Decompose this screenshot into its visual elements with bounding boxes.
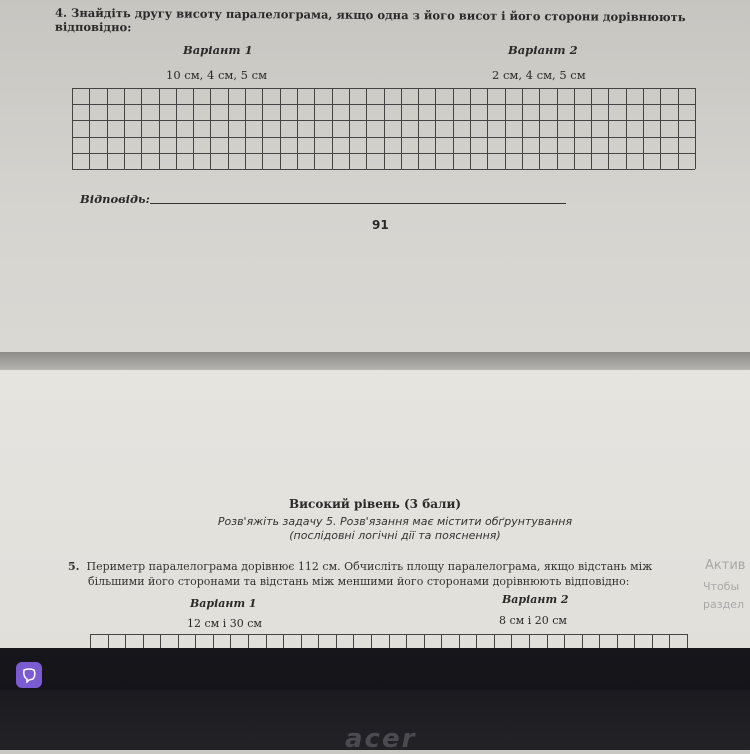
- viber-icon[interactable]: [16, 662, 42, 688]
- level-title: Високий рівень (3 бали): [288, 497, 462, 511]
- task-4-text: 4. Знайдіть другу висоту паралелограма, якщо одна з його висот і його сторони дорівнюють відповідно:: [54, 5, 686, 35]
- answer-label: Відповідь:: [80, 192, 150, 206]
- task-5-line-2: більшими його сторонами та відстань між меншими його сторонами дорівнюють відповідно:: [88, 575, 630, 588]
- task-5-variant-1-value: 12 см і 30 см: [187, 617, 262, 630]
- page-number: 91: [372, 218, 389, 232]
- level-subtitle: [0, 515, 750, 543]
- task-5-text: [68, 559, 698, 589]
- task-5-variant-2-value: 8 см і 20 см: [499, 614, 567, 627]
- level-subtitle-line-2: (послідовні логічні дії та пояснення): [289, 529, 501, 542]
- level-subtitle-line-1: Розв'яжіть задачу 5. Розв'язання має містити обґрунтування: [217, 515, 573, 528]
- variant-1-label: Варіант 1: [183, 43, 253, 57]
- workbook-page-top: [0, 0, 750, 352]
- task-5-number: 5.: [68, 560, 80, 573]
- laptop-brand-logo: acer: [345, 724, 417, 754]
- answer-grid: [72, 88, 696, 170]
- taskbar: [0, 648, 750, 690]
- task-5-line-1: Периметр паралелограма дорівнює 112 см. Обчисліть площу паралелограма, якщо відстань між: [86, 560, 653, 573]
- watermark-line-2: Чтобы: [703, 580, 740, 593]
- answer-line: [150, 203, 566, 204]
- watermark-line-1: Актив: [705, 558, 746, 573]
- variant-1-value: 10 см, 4 см, 5 см: [166, 68, 268, 82]
- task-5-variant-1-label: Варіант 1: [190, 597, 257, 610]
- watermark-line-3: раздел: [703, 598, 744, 611]
- task-5-variant-2-label: Варіант 2: [502, 593, 569, 606]
- page-fold-shadow: [0, 352, 750, 370]
- variant-2-label: Варіант 2: [508, 43, 578, 57]
- variant-2-value: 2 см, 4 см, 5 см: [492, 68, 586, 82]
